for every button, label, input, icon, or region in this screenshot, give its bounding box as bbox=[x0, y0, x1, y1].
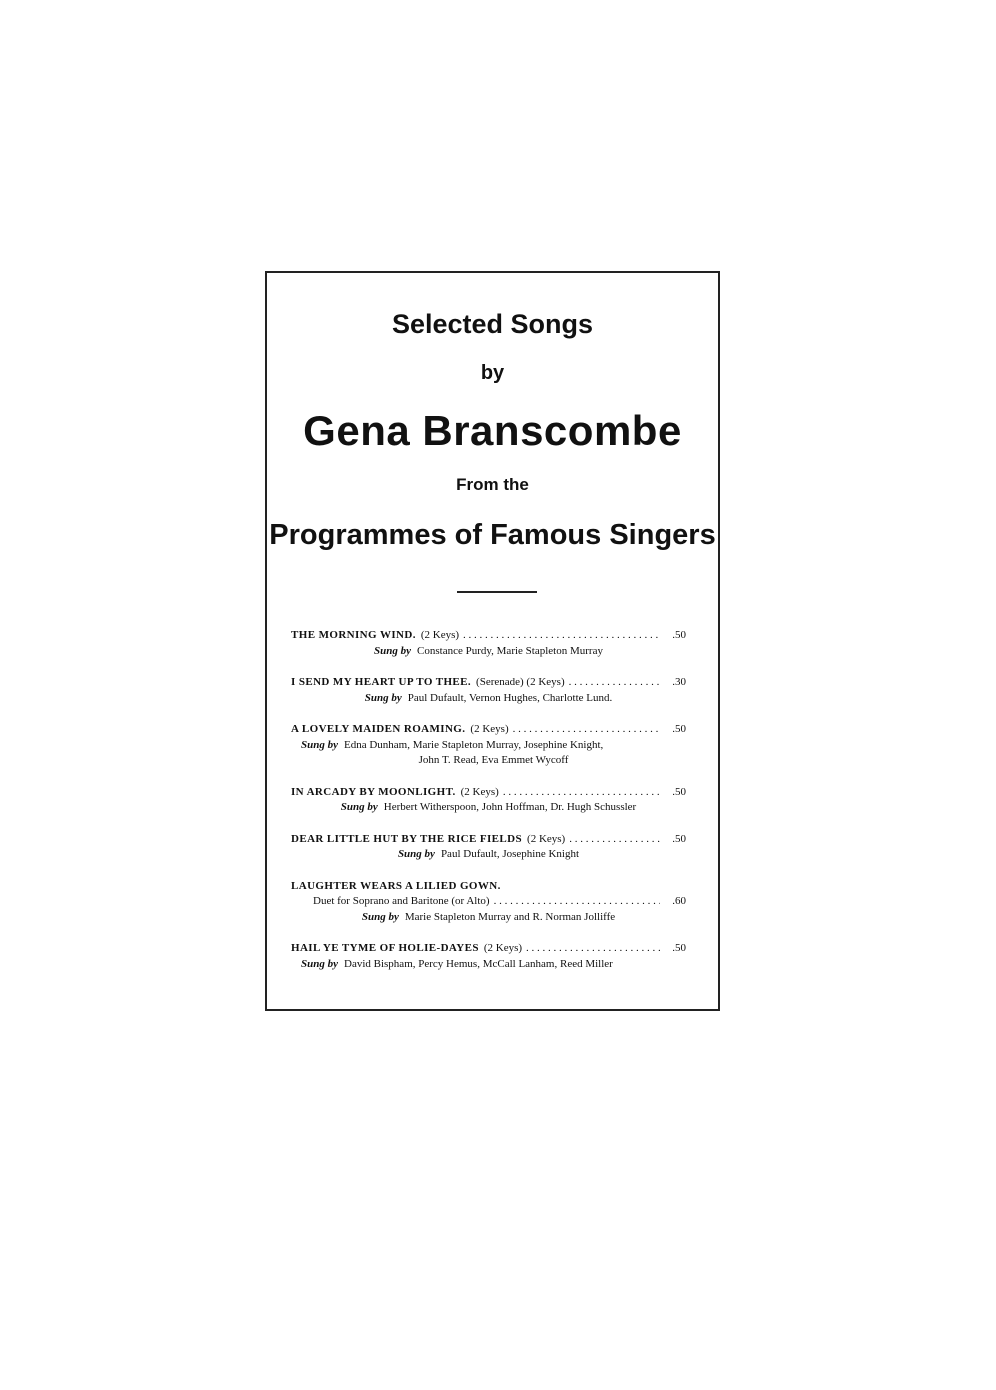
song-price: .30 bbox=[672, 676, 686, 688]
song-title: LAUGHTER WEARS A LILIED GOWN. bbox=[291, 879, 501, 892]
singers: Constance Purdy, Marie Stapleton Murray bbox=[417, 644, 603, 657]
title-by: by bbox=[480, 362, 505, 384]
song-keys: (Serenade) (2 Keys) bbox=[476, 676, 565, 688]
singers: Herbert Witherspoon, John Hoffman, Dr. Hugh Schussler bbox=[383, 801, 637, 813]
song-keys: (2 Keys) bbox=[527, 832, 566, 845]
sung-by-line bbox=[291, 847, 686, 863]
dot-leader bbox=[463, 628, 660, 644]
divider-rule bbox=[457, 591, 537, 593]
song-detail: Duet for Soprano and Baritone (or Alto) bbox=[313, 895, 490, 907]
song-price: .50 bbox=[672, 723, 686, 735]
song-list bbox=[291, 628, 686, 988]
song-keys: (2 Keys) bbox=[483, 942, 523, 954]
sung-by-label: Sung by bbox=[364, 691, 402, 704]
song-price: .60 bbox=[672, 895, 686, 907]
sung-by-label: Sung by bbox=[361, 910, 399, 923]
singers: David Bispham, Percy Hemus, McCall Lanham, Reed Miller bbox=[344, 957, 613, 970]
sung-by-line bbox=[291, 957, 686, 973]
song-title: I SEND MY HEART UP TO THEE. bbox=[291, 676, 472, 688]
dot-leader bbox=[513, 722, 660, 738]
song-price: .50 bbox=[672, 832, 686, 845]
from-the-line: From the bbox=[456, 475, 529, 494]
singers: Marie Stapleton Murray and R. Norman Jolliffe bbox=[404, 910, 616, 923]
sung-by-line bbox=[291, 800, 686, 816]
title-selected-songs: Selected Songs bbox=[391, 309, 594, 339]
subtitle-programmes: Programmes of Famous Singers bbox=[269, 519, 716, 551]
song-item bbox=[291, 785, 686, 816]
song-item bbox=[291, 879, 686, 926]
sung-by-line bbox=[291, 738, 686, 769]
sung-by-label: Sung by bbox=[301, 738, 338, 751]
sung-by-line bbox=[291, 691, 686, 707]
dot-leader bbox=[526, 941, 660, 957]
singers-continued: John T. Read, Eva Emmet Wycoff bbox=[418, 754, 569, 766]
song-price: .50 bbox=[672, 785, 686, 798]
sung-by-line bbox=[291, 644, 686, 660]
dot-leader bbox=[494, 894, 660, 910]
dot-leader bbox=[503, 785, 660, 801]
song-title: A LOVELY MAIDEN ROAMING. bbox=[291, 723, 466, 735]
song-price: .50 bbox=[672, 942, 686, 954]
dot-leader bbox=[569, 832, 660, 848]
singers: Edna Dunham, Marie Stapleton Murray, Josephine Knight, bbox=[344, 738, 604, 751]
song-keys: (2 Keys) bbox=[470, 723, 509, 735]
singers: Paul Dufault, Josephine Knight bbox=[440, 848, 580, 860]
song-item bbox=[291, 628, 686, 659]
song-keys: (2 Keys) bbox=[420, 629, 460, 641]
page-frame bbox=[265, 271, 720, 1011]
song-item bbox=[291, 722, 686, 769]
dot-leader bbox=[569, 675, 660, 691]
song-title: THE MORNING WIND. bbox=[291, 629, 416, 641]
song-item bbox=[291, 941, 686, 972]
sung-by-label: Sung by bbox=[340, 801, 378, 813]
sung-by-label: Sung by bbox=[374, 644, 412, 657]
song-title: IN ARCADY BY MOONLIGHT. bbox=[291, 785, 456, 798]
sung-by-label: Sung by bbox=[301, 957, 338, 970]
song-item bbox=[291, 832, 686, 863]
composer-name: Gena Branscombe bbox=[303, 407, 682, 454]
song-title: DEAR LITTLE HUT BY THE RICE FIELDS bbox=[291, 832, 523, 845]
sung-by-line bbox=[291, 910, 686, 926]
song-price: .50 bbox=[672, 629, 686, 641]
singers: Paul Dufault, Vernon Hughes, Charlotte Lund. bbox=[407, 691, 613, 704]
song-title: HAIL YE TYME OF HOLIE-DAYES bbox=[291, 942, 479, 954]
song-item bbox=[291, 675, 686, 706]
song-keys: (2 Keys) bbox=[460, 785, 499, 798]
sung-by-label: Sung by bbox=[397, 848, 435, 860]
